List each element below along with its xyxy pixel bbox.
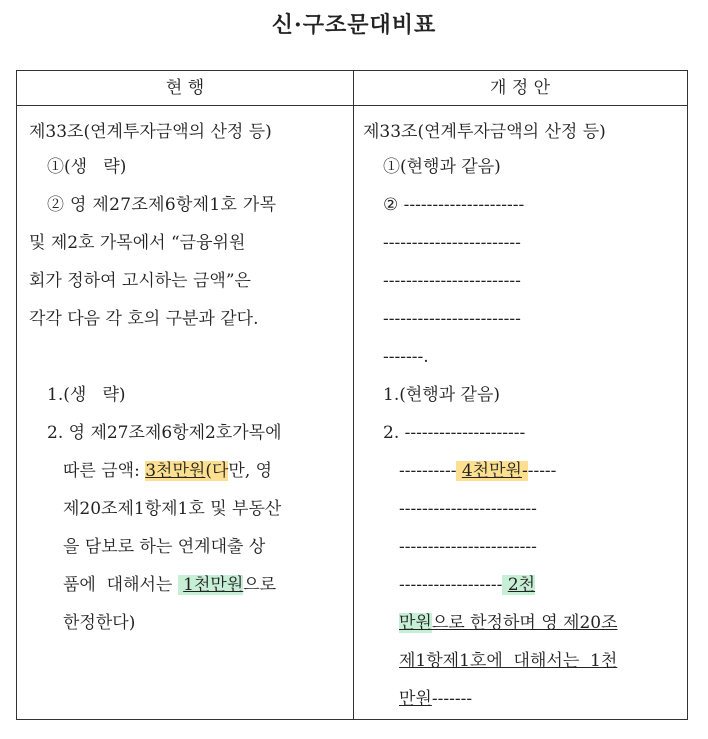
text: 만원 [399,689,432,709]
revised-text: -------. [383,347,429,367]
amount-new: 4천만원 [461,461,522,481]
revised-text: ①(현행과 같음) [383,157,501,177]
text: 품에 대해서는 [63,575,178,595]
revised-text: 1.(현행과 같음) [383,385,500,405]
page-title: 신·구조문대비표 [271,12,437,38]
amount-new: 2천 [507,575,536,595]
column-divider [353,71,354,719]
current-text: 한정한다) [63,613,136,633]
highlight-amount [502,575,535,595]
article-heading-current: 제33조(연계투자금액의 산정 등) [29,122,272,142]
revised-text: ------------------------ [383,233,521,253]
text: 만, 영 [228,461,273,481]
highlight-amount: 4천만원- [456,461,527,481]
highlight-amount [145,461,228,481]
current-text: 각각 다음 각 호의 구분과 같다. [29,309,259,329]
header-current: 현 행 [17,71,353,106]
revised-text: 제1항제1호에 대해서는 1천 [399,651,618,671]
text: 따른 금액: [63,461,146,481]
current-text: 을 담보로 하는 연계대출 상 [63,537,266,557]
comparison-table [16,70,688,720]
amount-old: 3천만원 [145,461,206,481]
current-text [63,459,272,483]
current-text: ② 영 제27조제6항제1호 가목 [47,195,277,215]
current-text: 회가 정하여 고시하는 금액”은 [29,271,251,291]
revised-text [399,459,556,483]
highlight-amount [178,575,244,595]
revised-text: ------------------------ [399,537,537,557]
current-text: 1.(생 략) [47,385,126,405]
revised-text: ------------------------ [399,499,537,519]
current-text: 2. 영 제27조제6항제2호가목에 [47,423,282,443]
article-heading-revised: 제33조(연계투자금액의 산정 등) [363,122,606,142]
text: ----- [527,461,557,481]
revised-text [399,573,535,597]
revised-text: ------------------------ [383,309,521,329]
text: ------------------ [399,575,503,595]
revised-text [399,611,618,635]
revised-text: ② --------------------- [383,195,525,215]
revised-text: 2. --------------------- [383,423,526,443]
text: ------- [431,689,473,709]
text: 으로 [243,575,277,595]
text: (다 [205,461,229,481]
current-text [63,573,276,597]
amount-old: 1천만원 [183,575,244,595]
highlight-amount: 만원 [399,613,432,633]
revised-text [399,687,472,711]
header-revised: 개 정 안 [353,71,687,106]
current-text: 및 제2호 가목에서 “금융위원 [29,233,246,253]
text: ---------- [399,461,457,481]
current-text: ①(생 략) [47,157,127,177]
text: 으로 한정하며 영 제20조 [431,613,618,633]
revised-text: ------------------------ [383,271,521,291]
current-text: 제20조제1항제1호 및 부동산 [63,499,282,519]
